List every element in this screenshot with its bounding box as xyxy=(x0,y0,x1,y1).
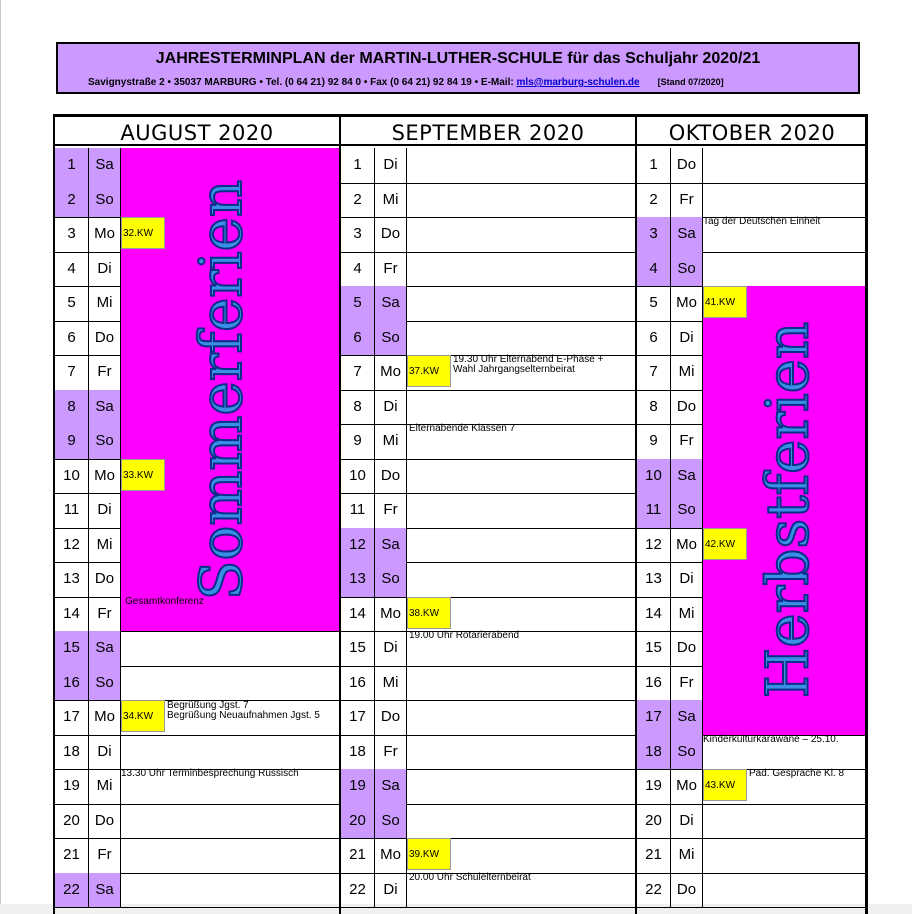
day-row xyxy=(637,838,867,874)
day-number: 15 xyxy=(55,631,89,666)
day-row xyxy=(341,321,635,357)
weekday: Sa xyxy=(375,769,407,804)
day-number: 1 xyxy=(637,148,671,183)
day-row xyxy=(341,493,635,529)
day-row xyxy=(55,873,339,909)
day-number: 8 xyxy=(55,390,89,425)
day-row xyxy=(55,700,339,736)
weekday: Do xyxy=(89,562,121,597)
event-cell[interactable] xyxy=(407,286,635,321)
weekday: Mo xyxy=(375,597,407,632)
day-row xyxy=(341,769,635,805)
weekday: Mi xyxy=(671,597,703,632)
day-row xyxy=(637,252,867,288)
weekday: Do xyxy=(89,804,121,839)
calendar-week-badge: 43.KW xyxy=(703,769,747,801)
weekday: Mi xyxy=(89,528,121,563)
event-cell[interactable] xyxy=(121,838,339,873)
day-number: 1 xyxy=(341,148,375,183)
weekday: Di xyxy=(671,321,703,356)
weekday: Sa xyxy=(375,528,407,563)
day-number: 4 xyxy=(637,252,671,287)
day-row xyxy=(341,459,635,495)
day-row xyxy=(637,631,867,667)
event-cell[interactable] xyxy=(407,321,635,356)
event-cell[interactable] xyxy=(407,528,635,563)
calendar-week-badge: 34.KW xyxy=(121,700,165,732)
day-number: 21 xyxy=(637,838,671,873)
weekday: Mo xyxy=(89,217,121,252)
event-cell[interactable] xyxy=(407,424,635,459)
day-row xyxy=(637,390,867,426)
weekday: Di xyxy=(375,631,407,666)
day-row xyxy=(637,562,867,598)
event-cell[interactable] xyxy=(407,666,635,701)
day-number: 1 xyxy=(55,148,89,183)
day-number: 15 xyxy=(341,631,375,666)
weekday: So xyxy=(89,183,121,218)
event-cell[interactable] xyxy=(703,873,867,908)
day-row xyxy=(55,666,339,702)
weekday: Mi xyxy=(375,666,407,701)
day-number: 4 xyxy=(55,252,89,287)
event-cell[interactable] xyxy=(407,735,635,770)
day-row xyxy=(341,838,635,874)
day-number: 9 xyxy=(55,424,89,459)
day-number: 11 xyxy=(637,493,671,528)
month-column-0 xyxy=(53,114,339,914)
day-row xyxy=(637,321,867,357)
event-note: Kinderkulturkarawane – 25.10. xyxy=(703,733,839,745)
calendar-week-badge: 33.KW xyxy=(121,459,165,491)
weekday: Di xyxy=(89,252,121,287)
day-number: 6 xyxy=(341,321,375,356)
event-note: 20.00 Uhr Schulelternbeirat xyxy=(409,871,531,883)
event-cell[interactable] xyxy=(407,148,635,183)
event-cell[interactable] xyxy=(703,148,867,183)
day-row xyxy=(341,252,635,288)
weekday: Do xyxy=(671,390,703,425)
event-note: Gesamtkonferenz xyxy=(125,595,204,607)
weekday: Fr xyxy=(89,355,121,390)
weekday: Di xyxy=(89,735,121,770)
day-row xyxy=(637,769,867,805)
weekday: Mo xyxy=(671,769,703,804)
calendar-week-badge: 38.KW xyxy=(407,597,451,629)
day-row xyxy=(341,735,635,771)
day-number: 10 xyxy=(637,459,671,494)
day-row xyxy=(55,597,339,633)
day-number: 9 xyxy=(341,424,375,459)
day-row xyxy=(341,562,635,598)
event-cell[interactable] xyxy=(407,217,635,252)
day-number: 13 xyxy=(341,562,375,597)
day-row xyxy=(637,666,867,702)
weekday: So xyxy=(375,562,407,597)
day-number: 8 xyxy=(637,390,671,425)
weekday: Sa xyxy=(671,459,703,494)
calendar-week-badge: 37.KW xyxy=(407,355,451,387)
day-number: 10 xyxy=(55,459,89,494)
day-row xyxy=(637,528,867,564)
day-number: 12 xyxy=(341,528,375,563)
holiday-label: Sommerferien xyxy=(187,179,256,600)
event-cell[interactable] xyxy=(121,769,339,804)
event-cell[interactable] xyxy=(407,631,635,666)
day-row xyxy=(637,804,867,840)
event-cell[interactable] xyxy=(703,735,867,770)
day-row xyxy=(341,355,635,391)
day-row xyxy=(341,666,635,702)
day-number: 16 xyxy=(637,666,671,701)
weekday: Di xyxy=(375,873,407,908)
day-number: 3 xyxy=(341,217,375,252)
weekday: So xyxy=(671,735,703,770)
event-cell[interactable] xyxy=(703,769,867,804)
day-number: 13 xyxy=(637,562,671,597)
event-cell[interactable] xyxy=(703,838,867,873)
day-number: 10 xyxy=(341,459,375,494)
event-note: 13.30 Uhr Terminbesprechung Russisch xyxy=(121,768,299,779)
day-number: 17 xyxy=(55,700,89,735)
weekday: Fr xyxy=(375,735,407,770)
weekday: Sa xyxy=(89,148,121,183)
day-row xyxy=(637,183,867,219)
day-row xyxy=(637,424,867,460)
weekday: Mi xyxy=(375,183,407,218)
month-title: AUGUST 2020 xyxy=(55,114,339,146)
day-row xyxy=(341,631,635,667)
event-cell[interactable] xyxy=(407,493,635,528)
calendar-week-badge: 41.KW xyxy=(703,286,747,318)
weekday: Mi xyxy=(375,424,407,459)
day-row xyxy=(55,148,339,184)
holiday-label: Herbstferien xyxy=(752,321,821,699)
weekday: So xyxy=(671,252,703,287)
event-cell[interactable] xyxy=(407,252,635,287)
weekday: Di xyxy=(89,493,121,528)
day-number: 20 xyxy=(55,804,89,839)
weekday: Mo xyxy=(375,838,407,873)
event-cell[interactable] xyxy=(407,355,635,390)
event-cell[interactable] xyxy=(407,700,635,735)
event-note: 19.30 Uhr Elternabend E-Phase + xyxy=(453,354,604,365)
weekday: Di xyxy=(671,562,703,597)
event-cell[interactable] xyxy=(121,666,339,701)
day-row xyxy=(341,873,635,909)
calendar-week-badge: 42.KW xyxy=(703,528,747,560)
header-banner xyxy=(56,42,860,94)
event-cell[interactable] xyxy=(407,597,635,632)
event-cell[interactable] xyxy=(121,804,339,839)
month-column-1 xyxy=(339,114,635,914)
weekday: Do xyxy=(89,321,121,356)
day-number: 7 xyxy=(55,355,89,390)
day-row xyxy=(341,286,635,322)
day-number: 14 xyxy=(55,597,89,632)
day-row xyxy=(637,873,867,909)
weekday: Sa xyxy=(89,873,121,908)
event-cell[interactable] xyxy=(407,459,635,494)
day-number: 6 xyxy=(637,321,671,356)
day-number: 14 xyxy=(637,597,671,632)
day-row xyxy=(55,769,339,805)
event-cell[interactable] xyxy=(703,286,867,321)
day-number: 18 xyxy=(341,735,375,770)
day-number: 16 xyxy=(341,666,375,701)
day-row xyxy=(55,631,339,667)
day-number: 11 xyxy=(55,493,89,528)
weekday: Do xyxy=(375,700,407,735)
day-number: 19 xyxy=(55,769,89,804)
day-row xyxy=(341,148,635,184)
event-cell[interactable] xyxy=(703,252,867,287)
weekday: Mo xyxy=(89,459,121,494)
day-number: 2 xyxy=(341,183,375,218)
event-note: Begrüßung Jgst. 7 xyxy=(167,700,249,711)
day-number: 14 xyxy=(341,597,375,632)
weekday: So xyxy=(671,493,703,528)
weekday: Fr xyxy=(375,252,407,287)
day-number: 7 xyxy=(637,355,671,390)
event-cell[interactable] xyxy=(703,183,867,218)
month-title: OKTOBER 2020 xyxy=(637,114,867,146)
day-number: 8 xyxy=(341,390,375,425)
day-row xyxy=(637,286,867,322)
weekday: Do xyxy=(671,148,703,183)
day-number: 19 xyxy=(341,769,375,804)
day-number: 15 xyxy=(637,631,671,666)
day-number: 21 xyxy=(55,838,89,873)
weekday: Fr xyxy=(89,597,121,632)
day-number: 5 xyxy=(637,286,671,321)
event-note: 19.00 Uhr Rotarierabend xyxy=(409,630,520,641)
event-cell[interactable] xyxy=(407,562,635,597)
email-link[interactable]: mls@marburg-schulen.de xyxy=(516,77,640,88)
weekday: Mo xyxy=(375,355,407,390)
day-row xyxy=(637,700,867,736)
weekday: Di xyxy=(671,804,703,839)
event-cell[interactable] xyxy=(407,838,635,873)
weekday: Sa xyxy=(375,286,407,321)
day-number: 3 xyxy=(55,217,89,252)
weekday: So xyxy=(375,321,407,356)
address-text: Savignystraße 2 • 35037 MARBURG • Tel. (0 64 21) 92 84 0 • Fax (0 64 21) 92 84 19 • E-Mail: xyxy=(88,77,517,88)
school-address xyxy=(88,77,724,88)
day-row xyxy=(637,148,867,184)
day-number: 18 xyxy=(55,735,89,770)
day-number: 9 xyxy=(637,424,671,459)
weekday: Sa xyxy=(671,217,703,252)
event-note: Päd. Gespräche Kl. 8 xyxy=(749,768,845,779)
day-row xyxy=(637,735,867,771)
event-cell[interactable] xyxy=(121,873,339,908)
day-number: 20 xyxy=(341,804,375,839)
page-title: JAHRESTERMINPLAN der MARTIN-LUTHER-SCHULE für das Schuljahr 2020/21 xyxy=(155,50,761,67)
day-number: 4 xyxy=(341,252,375,287)
day-number: 22 xyxy=(55,873,89,908)
weekday: Do xyxy=(375,459,407,494)
weekday: Do xyxy=(671,631,703,666)
event-cell[interactable] xyxy=(121,597,339,632)
day-row xyxy=(637,355,867,391)
calendar-week-badge: 39.KW xyxy=(407,838,451,870)
weekday: Mi xyxy=(671,355,703,390)
day-number: 6 xyxy=(55,321,89,356)
weekday: Di xyxy=(375,148,407,183)
day-row xyxy=(55,735,339,771)
weekday: Mo xyxy=(671,286,703,321)
event-cell[interactable] xyxy=(121,700,339,735)
day-row xyxy=(341,700,635,736)
day-number: 13 xyxy=(55,562,89,597)
weekday: Mi xyxy=(671,838,703,873)
weekday: Mo xyxy=(671,528,703,563)
event-note: Elternabende Klassen 7 xyxy=(409,423,516,434)
weekday: Fr xyxy=(89,838,121,873)
day-number: 22 xyxy=(637,873,671,908)
weekday: Sa xyxy=(671,700,703,735)
day-row xyxy=(341,528,635,564)
day-number: 5 xyxy=(55,286,89,321)
day-row xyxy=(341,597,635,633)
day-row xyxy=(637,493,867,529)
event-cell[interactable] xyxy=(703,700,867,735)
event-cell[interactable] xyxy=(407,873,635,908)
day-number: 20 xyxy=(637,804,671,839)
weekday: So xyxy=(89,666,121,701)
day-number: 17 xyxy=(637,700,671,735)
month-title: SEPTEMBER 2020 xyxy=(341,114,635,146)
event-cell[interactable] xyxy=(703,804,867,839)
day-number: 21 xyxy=(341,838,375,873)
day-number: 12 xyxy=(637,528,671,563)
day-number: 5 xyxy=(341,286,375,321)
calendar-right-border xyxy=(865,114,868,914)
day-row xyxy=(341,424,635,460)
weekday: So xyxy=(375,804,407,839)
weekday: Fr xyxy=(671,424,703,459)
event-cell[interactable] xyxy=(407,804,635,839)
day-number: 16 xyxy=(55,666,89,701)
day-number: 11 xyxy=(341,493,375,528)
event-cell[interactable] xyxy=(703,217,867,252)
weekday: Fr xyxy=(671,183,703,218)
weekday: Mo xyxy=(89,700,121,735)
day-row xyxy=(55,804,339,840)
day-row xyxy=(341,217,635,253)
day-number: 12 xyxy=(55,528,89,563)
weekday: Di xyxy=(375,390,407,425)
day-number: 3 xyxy=(637,217,671,252)
day-row xyxy=(341,183,635,219)
weekday: Mi xyxy=(89,286,121,321)
event-note: Wahl Jahrgangselternbeirat xyxy=(453,364,575,375)
stand-label: [Stand 07/2020] xyxy=(657,77,724,87)
weekday: Fr xyxy=(375,493,407,528)
day-row xyxy=(341,804,635,840)
day-row xyxy=(637,459,867,495)
weekday: Do xyxy=(375,217,407,252)
day-row xyxy=(55,838,339,874)
weekday: Mi xyxy=(89,769,121,804)
day-number: 2 xyxy=(55,183,89,218)
day-row xyxy=(341,390,635,426)
event-cell[interactable] xyxy=(121,735,339,770)
day-number: 7 xyxy=(341,355,375,390)
event-cell[interactable] xyxy=(121,631,339,666)
weekday: So xyxy=(89,424,121,459)
weekday: Sa xyxy=(89,631,121,666)
event-cell[interactable] xyxy=(407,183,635,218)
event-note: Begrüßung Neuaufnahmen Jgst. 5 xyxy=(167,710,320,721)
weekday: Do xyxy=(671,873,703,908)
day-row xyxy=(637,597,867,633)
day-number: 2 xyxy=(637,183,671,218)
month-column-2 xyxy=(635,114,867,914)
event-cell[interactable] xyxy=(407,390,635,425)
event-note: Tag der Deutschen Einheit xyxy=(703,216,821,227)
day-row xyxy=(637,217,867,253)
weekday: Fr xyxy=(671,666,703,701)
day-number: 18 xyxy=(637,735,671,770)
day-number: 22 xyxy=(341,873,375,908)
weekday: Sa xyxy=(89,390,121,425)
calendar-week-badge: 32.KW xyxy=(121,217,165,249)
event-cell[interactable] xyxy=(407,769,635,804)
day-number: 19 xyxy=(637,769,671,804)
day-number: 17 xyxy=(341,700,375,735)
event-cell[interactable] xyxy=(121,148,339,183)
